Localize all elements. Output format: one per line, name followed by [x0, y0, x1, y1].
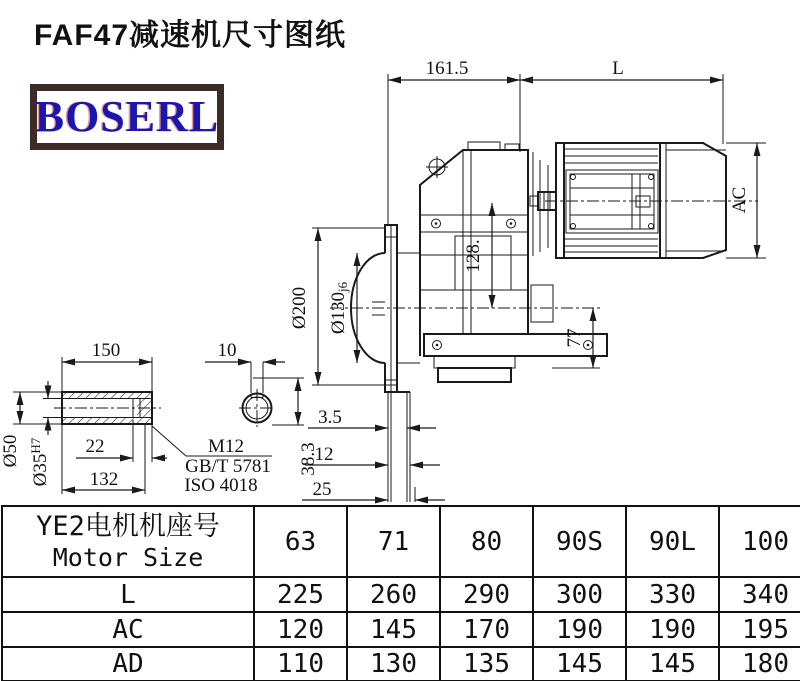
shaft-end-view: [239, 389, 275, 427]
dim-gap-c: 25: [312, 479, 332, 500]
label-screw: M12: [208, 436, 244, 457]
dim-motor-length: L: [612, 58, 624, 79]
table-row: [2, 577, 800, 612]
page-title: FAF47减速机尺寸图纸: [34, 19, 347, 52]
dimension-table: [1, 505, 800, 681]
dimension-lines: [13, 74, 766, 500]
row-label: AC: [2, 612, 254, 647]
table-cell: 120: [254, 612, 347, 647]
table-cell: 330: [626, 577, 719, 612]
table-cell: 80: [440, 506, 533, 577]
dimension-labels: [0, 58, 750, 500]
dim-key-width: 10: [217, 340, 237, 361]
dim-gap-a: 3.5: [318, 407, 342, 428]
dim-flange-diameter: Ø200: [289, 286, 310, 330]
row-label: L: [2, 577, 254, 612]
table-cell: 71: [347, 506, 440, 577]
dim-spigot-diameter: Ø130j6: [328, 281, 350, 335]
table-cell: 110: [254, 647, 347, 681]
dim-foot-height: 77: [564, 328, 585, 348]
table-cell: 145: [533, 647, 626, 681]
table-cell: 130: [347, 647, 440, 681]
table-header-row: [2, 506, 800, 577]
table-cell: 180: [719, 647, 800, 681]
dim-shaft-length: 150: [91, 340, 121, 361]
label-screw-std-gb: GB/T 5781: [185, 456, 271, 477]
dim-axis-offset: 128.: [463, 239, 484, 273]
motor-adapter: [531, 152, 553, 322]
table-row: [2, 612, 800, 647]
motor-size-header: [2, 506, 254, 577]
table-cell: 260: [347, 577, 440, 612]
table-cell: 135: [440, 647, 533, 681]
table-row: [2, 647, 800, 681]
table-cell: 300: [533, 577, 626, 612]
dim-motor-diameter: AC: [729, 186, 750, 214]
table-cell: 145: [626, 647, 719, 681]
dim-shaft-outer: Ø50: [0, 434, 21, 468]
table-cell: 63: [254, 506, 347, 577]
table-cell: 170: [440, 612, 533, 647]
dim-overhang: 161.5: [425, 58, 469, 79]
table-cell: 145: [347, 612, 440, 647]
dim-hub-length: 132: [89, 469, 119, 490]
table-cell: 340: [719, 577, 800, 612]
table-cell: 100: [719, 506, 800, 577]
label-screw-std-iso: ISO 4018: [184, 475, 258, 496]
dim-thread-depth: 22: [85, 436, 105, 457]
table-cell: 90S: [533, 506, 626, 577]
motor-size-label-en: Motor Size: [52, 543, 204, 573]
table-cell: 190: [533, 612, 626, 647]
output-flange: [351, 225, 420, 502]
table-cell: 90L: [626, 506, 719, 577]
hollow-shaft-side-view: [54, 392, 161, 424]
table-cell: 195: [719, 612, 800, 647]
dim-bore-key-height: 38.3: [298, 442, 319, 476]
motor-size-label-cn: YE2电机机座号: [36, 510, 220, 542]
table-cell: 190: [626, 612, 719, 647]
table-cell: 290: [440, 577, 533, 612]
motor: [530, 143, 758, 258]
dim-gap-b: 12: [314, 444, 334, 465]
table-cell: 225: [254, 577, 347, 612]
dim-bore-diameter: $Ø35^{H7}$: [28, 437, 51, 487]
brand-logo-text: BOSERL: [34, 92, 220, 141]
row-label: AD: [2, 647, 254, 681]
